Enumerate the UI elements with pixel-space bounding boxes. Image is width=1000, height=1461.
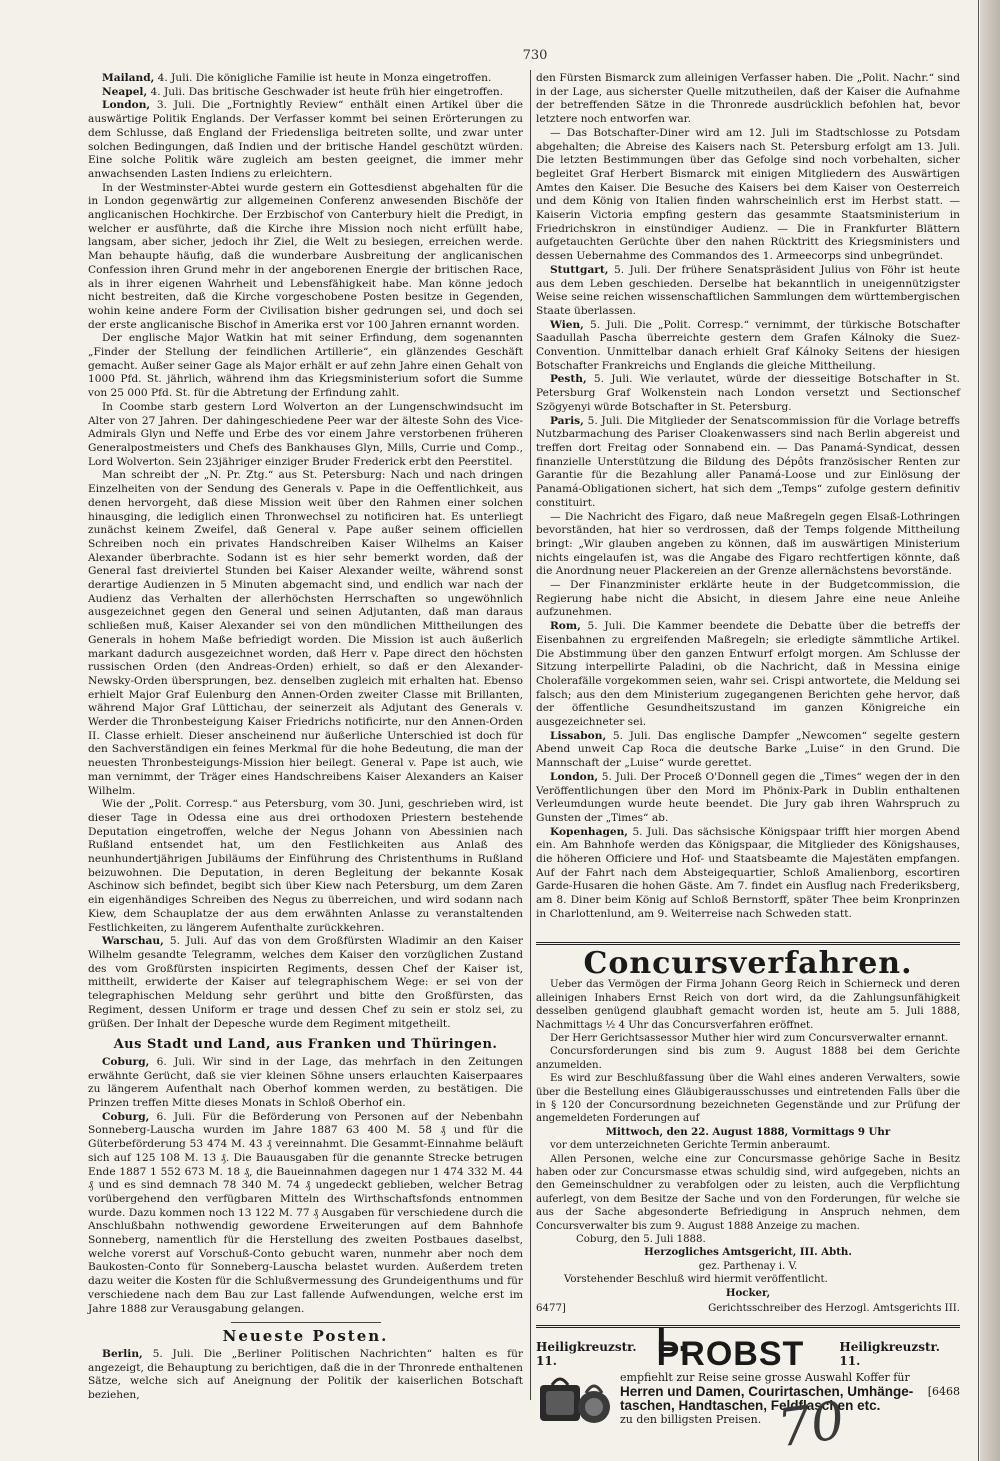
probst-advertisement (536, 1321, 960, 1434)
dateline-place: Neapel, (102, 85, 148, 98)
news-text: den Fürsten Bismarck zum alleinigen Verfasser haben. Die „Polit. Nachr.“ sind in der Lage, aus sicherster Quelle mitzutheilen, daß der Kaiser die Aufnahme der betreffenden Sätze in die Thronrede ausdrücklich befohlen hat, bevor letztere noch entworfen war. (536, 72, 960, 126)
page-edge (980, 0, 1000, 1461)
news-item (88, 1348, 523, 1403)
ad-line-2: Herren und Damen, Courirtaschen, Umhänge- (620, 1383, 914, 1399)
concurs-paragraph: Es wird zur Beschlußfassung über die Wahl eines anderen Verwalters, sowie über die Bestellung eines Gläubigerausschusses und eintretenden Falls über die in § 120 der Concursordnung bezeichneten Gegenstände und zur Prüfung der angemeldeten Forderungen auf (536, 1073, 960, 1125)
news-item (536, 730, 960, 771)
news-item (88, 1056, 523, 1111)
news-text: 5. Juli. Das englische Dampfer „Newcomen“ segelte gestern Abend unweit Cap Roca die deutsche Barke „Luise“ in den Grund. Die Mannschaft der „Luise“ wurde gerettet. (536, 729, 960, 770)
concurs-paragraph: Concursforderungen sind bis zum 9. August 1888 bei dem Gerichte anzumelden. (536, 1046, 960, 1071)
news-text: 4. Juli. Die königliche Familie ist heute in Monza eingetroffen. (154, 72, 492, 84)
news-item (88, 469, 523, 798)
concurs-paragraph: Ueber das Vermögen der Firma Johann Georg Reich in Schierneck und deren alleinigen Inhabers Ernst Reich von dort wird, da die Zahlungsunfähigkeit desselben genügend glaubhaft gemacht worden ist, heute am 5. Juli 1888, Nachmittags ½ 4 Uhr das Concursverfahren eröffnet. (536, 979, 960, 1031)
news-item (88, 72, 523, 86)
news-item (88, 401, 523, 470)
section-heading-latest: Neueste Posten. (222, 1327, 389, 1346)
ad-line-4: zu den billigsten Preisen. (620, 1412, 762, 1426)
news-text: 3. Juli. Die „Fortnightly Review“ enthält einen Artikel über die auswärtige Politik Englands. Der Verfasser kommt bei seinen Erörterungen zu dem Schlusse, daß England der Friedensliga beitreten sollte, und zwar unter solchen Bedingungen, daß Indien und der britische Handel geschützt würden. Eine solche Politik wäre zugleich am besten geeignet, die immer mehr anwachsenden Lasten Indiens zu erleichtern. (88, 99, 523, 180)
news-text: 5. Juli. Der frühere Senatspräsident Julius von Föhr ist heute aus dem Leben geschieden. Derselbe hat bekanntlich in uneigennützigster Weise seine reichen wissenschaftlichen Sammlungen dem württembergischen Staate überlassen. (536, 263, 960, 317)
concurs-clerk: Hocker, (725, 1286, 771, 1299)
ad-brand: L. PROBST (656, 1321, 805, 1374)
news-item (88, 332, 523, 401)
news-text: 5. Juli. Die Mitglieder der Senatscommission für die Vorlage betreffs Nutzbarmachung des Pariser Cloakenwassers sind nach Berlin abgereist und treffen dort Freitag oder Sonnabend ein. — Das Panamá-Syndicat, dessen finanzielle Unterstützung die Bildung des Dépôts französischer Renten zur Garantie für die Bezahlung aller Panamá-Loose und zur Einlösung der Panamá-Obligationen sichert, hat sich dem „Temps“ zufolge gestern definitiv constituirt. (536, 414, 960, 509)
news-item (536, 72, 960, 127)
dateline-place: Rom, (550, 620, 581, 633)
latest-news (88, 1348, 523, 1403)
section-divider (231, 1322, 381, 1323)
ad-address-left: Heiligkreuzstr. 11. (536, 1340, 637, 1369)
news-item (536, 826, 960, 922)
concurs-place-date: Coburg, den 5. Juli 1888. (576, 1234, 706, 1246)
news-text: 5. Juli. Die „Polit. Corresp.“ vernimmt, der türkische Botschafter Saadullah Pascha überreichte gestern dem Grafen Kálnoky die Suez-Convention. Unmittelbar danach erhielt Graf Kálnoky Seitens der hiesigen Botschafter Frankreichs und Englands die gleiche Mittheilung. (536, 318, 960, 372)
ad-line-1: empfiehlt zur Reise seine grosse Auswahl Koffer für (620, 1370, 910, 1384)
news-item (88, 798, 523, 935)
dateline-place: Kopenhagen, (550, 825, 628, 838)
page-edge-rule (978, 0, 979, 1461)
news-text: In Coombe starb gestern Lord Wolverton an der Lungenschwindsucht im Alter von 27 Jahren. Der dahingeschiedene Peer war der älteste Sohn des Vice-Admirals Glyn und Neffe und Erbe des vor einem Jahre verstorbenen früheren Generalpostmeisters und Chefs des Bankhauses Glyn, Mills, Currie und Comp., Lord Wolverton. Sein 23jähriger einziger Bruder Frederick erbt den Peerstitel. (88, 400, 523, 468)
ad-header (536, 1321, 960, 1374)
news-item (536, 373, 960, 414)
section-heading-local: Aus Stadt und Land, aus Franken und Thüringen. (113, 1037, 498, 1053)
news-item (88, 935, 523, 1031)
news-item (536, 415, 960, 511)
news-text: Wie der „Polit. Corresp.“ aus Petersburg, vom 30. Juni, geschrieben wird, ist dieser Tage in Odessa eine aus drei orthodoxen Priestern bestehende Deputation eingetroffen, welche der Negus Johann von Abessinien nach Rußland entsendet hat, um den Festlichkeiten aus Anlaß des neunhundertjährigen Jubiläums der Einführung des Christenthums in Rußland beizuwohnen. Die Deputation, in deren Begleitung der bekannte Kosak Aschinow sich befindet, begibt sich über Kiew nach Petersburg, um dem Zaren ein eigenhändiges Schreiben des Negus zu überreichen, und wird sodann nach Kiew, dem Schauplatze der aus dem erwähnten Anlasse zu veranstaltenden Festlichkeiten, zu längerem Aufenthalte zurückkehren. (88, 798, 523, 934)
concurs-paragraph: Allen Personen, welche eine zur Concursmasse gehörige Sache in Besitz haben oder zur Concursmasse etwas schuldig sind, wird aufgegeben, nichts an den Gemeinschuldner zu verabfolgen oder zu leisten, auch die Verpflichtung auferlegt, von dem Besitze der Sache und von den Forderungen, für welche sie aus der Sache abgesonderte Befriedigung in Anspruch nehmen, dem Concursverwalter bis zum 9. August 1888 Anzeige zu machen. (536, 1153, 960, 1232)
news-text: 6. Juli. Für die Beförderung von Personen auf der Nebenbahn Sonneberg-Lauscha wurden im Jahre 1887 63 400 M. 58 ₰ und für die Güterbeförderung 53 474 M. 43 ₰ vereinnahmt. Die Gesammt-Einnahme beläuft sich auf 125 108 M. 13 ₰. Die Bauausgaben für die genannte Strecke betrugen Ende 1887 1 552 673 M. 18 ₰, die Baueinnahmen dagegen nur 1 474 332 M. 44 ₰ und es sind demnach 78 340 M. 74 ₰ ungedeckt geblieben, welcher Betrag vorübergehend den verfügbaren Mitteln des Wirthschaftsfonds entnommen wurde. Dazu kommen noch 13 122 M. 77 ₰ Ausgaben für verschiedene durch die Anschlußbahn nothwendig gewordene Erweiterungen auf dem Bahnhofe Sonneberg, namentlich für die Herstellung des zweiten Postbaues daselbst, welche vorerst auf Vorschuß-Conto gebucht waren, nunmehr aber noch dem Baukosten-Conto für Sonneberg-Lauscha belastet wurden. Außerdem treten dazu weiter die Kosten für die Schlußvermessung des Grundeigenthums und für verschiedene nach dem Bau zur Last fallende Aufwendungen, welche erst im Jahre 1888 zur Verausgabung gelangen. (88, 1110, 523, 1315)
news-text: — Die Nachricht des Figaro, daß neue Maßregeln gegen Elsaß-Lothringen bevorständen, hat hier so verdrossen, daß der Temps folgende Mittheilung bringt: „Wir glauben angeben zu können, daß im auswärtigen Ministerium nichts eingelaufen ist, was die Angabe des Figaro rechtfertigen könnte, daß die Anordnung neuer Plackereien an der Grenze allernächstens bevorstände. (536, 510, 960, 578)
news-item (88, 99, 523, 181)
dateline-place: Pesth, (550, 373, 587, 386)
dateline-place: Stuttgart, (550, 263, 609, 276)
news-text: — Der Finanzminister erklärte heute in der Budgetcommission, die Regierung habe nicht die Absicht, in diesem Jahre eine neue Anleihe aufzunehmen. (536, 579, 960, 619)
news-item (88, 1111, 523, 1317)
news-item (536, 127, 960, 264)
concurs-title: Concursverfahren. (583, 945, 913, 981)
news-text: 6. Juli. Wir sind in der Lage, das mehrfach in den Zeitungen erwähnte Gerücht, daß sie vier kleinen Söhne unsers erlauchten Kaiserpaares zu längerem Aufenthalt nach Oberhof kommen werden, zu bestätigen. Die Prinzen treffen Mitte dieses Monats in Schloß Oberhof ein. (88, 1055, 523, 1110)
left-column (88, 72, 523, 1403)
concurs-court: Herzogliches Amtsgericht, III. Abth. (644, 1246, 852, 1259)
news-item (536, 319, 960, 374)
news-text: 5. Juli. Auf das von dem Großfürsten Wladimir an den Kaiser Wilhelm gesandte Telegramm, welches dem Kaiser den vorzüglichen Zustand des vom Großfürsten inspicirten Regiments, dessen Chef der Kaiser ist, mittheilt, erwiderte der Kaiser auf telegraphischem Wege: er sei von der telegraphischen Meldung sehr gerührt und bitte den Großfürsten, das Regiment, dessen Uniform er trage und dessen Chef zu sein er stolz sei, zu grüßen. Der Inhalt der Depesche wurde dem Regiment mitgetheilt. (88, 935, 523, 1030)
news-text: 5. Juli. Die „Berliner Politischen Nachrichten“ halten es für angezeigt, die Behauptung zu berichtigen, daß die in der Thronrede enthaltenen Sätze, welche sich auf Aneignung der Politik der kaiserlichen Botschaft beziehen, (88, 1347, 523, 1402)
ad-line-3: taschen, Handtaschen, Feldflaschen etc. (620, 1397, 881, 1413)
news-item (536, 264, 960, 319)
dateline-place: Mailand, (102, 72, 155, 84)
news-text: 5. Juli. Der Proceß O'Donnell gegen die „Times“ wegen der in den Veröffentlichungen über den Mord im Phönix-Park in Dublin enthaltenen Verleumdungen wurde heute beendet. Die Jury gab ihren Wahrspruch zu Gunsten der „Times“ ab. (536, 770, 960, 824)
news-item (536, 771, 960, 826)
right-column (536, 72, 960, 1434)
local-news (88, 1056, 523, 1316)
column-divider (530, 70, 531, 1400)
news-text: — Das Botschafter-Diner wird am 12. Juli im Stadtschlosse zu Potsdam abgehalten; die Abreise des Kaisers nach St. Petersburg erfolgt am 13. Juli. Die letzten Bestimmungen über das Gefolge sind noch vorbehalten, sicher begleitet Graf Herbert Bismarck mit einigen Mitgliedern des Auswärtigen Amtes den Kaiser. Die Besuche des Kaisers bei dem Kaiser von Oesterreich und dem König von Italien finden wahrscheinlich erst im Herbst statt. — Kaiserin Victoria empfing gestern das gesammte Staatsministerium in Friedrichskron in einstündiger Audienz. — Die in Frankfurter Blättern aufgetauchten Gerüchte über den nahen Rücktritt des Kriegsministers und dessen Uebernahme des Commandos des 1. Armeecorps sind unbegründet. (536, 126, 960, 263)
ad-ref: [6468 (927, 1384, 960, 1398)
concurs-footer (536, 1302, 960, 1315)
concurs-body (536, 978, 960, 1233)
news-item (536, 511, 960, 580)
dateline-place: Paris, (550, 414, 584, 427)
ad-body (536, 1371, 960, 1427)
concurs-paragraph: vor dem unterzeichneten Gerichte Termin anberaumt. (550, 1140, 831, 1152)
news-continued (536, 72, 960, 922)
dateline-place: Coburg, (102, 1110, 150, 1123)
luggage-illustration-icon (536, 1371, 614, 1427)
dateline-place: Berlin, (102, 1347, 143, 1360)
news-text: 4. Juli. Das britische Geschwader ist heute früh hier eingetroffen. (147, 85, 504, 98)
concurs-clerk-title: Gerichtsschreiber des Herzogl. Amtsgerichts III. (708, 1303, 960, 1315)
page-number: 730 (522, 48, 548, 63)
concurs-signed: gez. Parthenay i. V. (698, 1260, 798, 1272)
news-item (88, 182, 523, 333)
concurs-paragraph: Der Herr Gerichtsassessor Muther hier wird zum Concursverwalter ernannt. (550, 1032, 949, 1044)
dateline-place: Wien, (550, 318, 584, 331)
news-text: Man schreibt der „N. Pr. Ztg.“ aus St. Petersburg: Nach und nach dringen Einzelheiten von der Sendung des Generals v. Pape in die Oeffentlichkeit, aus denen hervorgeht, daß diese Mission weit über den Rahmen einer solchen hinausging, die lediglich einen Thronwechsel zu notificiren hat. Es unterliegt zunächst keinem Zweifel, daß General v. Pape außer seinem officiellen Schreiben noch ein privates Handschreiben Kaiser Wilhelms an Kaiser Alexander überbrachte. Sodann ist es hier sehr bemerkt worden, daß der General fast dreiviertel Stunden bei Kaiser Alexander weilte, während sonst derartige Audienzen in 5 Minuten abgemacht sind, und endlich war nach der Audienz das Verhalten der allerhöchsten Herrschaften so ungewöhnlich ausgezeichnet gegen den General und seinen Adjutanten, daß man daraus schließen muß, Kaiser Alexander sei von den mündlichen Mittheilungen des Generals in hohem Maße befriedigt worden. Die Mission ist auch äußerlich markant dadurch ausgezeichnet worden, daß Herr v. Pape direct den höchsten russischen Orden (den Andreas-Orden) erhielt, so daß er den Alexander-Newsky-Orden übersprungen, bez. denselben zugleich mit erhalten hat. Ebenso erhielt Major Graf Eulenburg den Annen-Orden zweiter Classe mit Brillanten, während Major Graf Lüttichau, der seinerzeit als Adjutant des Generals v. Werder die Thronbesteigung Kaiser Friedrichs notificirte, nur den Annen-Orden II. Classe erhielt. Dieser anscheinend nur äußerliche Unterschied ist doch für den Sachverständigen ein feines Merkmal für die hohe Bedeutung, die man der neuesten Thronbesteigungs-Mission hier beilegt. General v. Pape ist auch, wie man vernimmt, der Träger eines Handschreibens Kaiser Alexanders an Kaiser Wilhelm. (88, 469, 523, 797)
concurs-published: Vorstehender Beschluß wird hiermit veröffentlicht. (564, 1274, 828, 1286)
news-item (536, 579, 960, 620)
foreign-news (88, 72, 523, 1031)
news-item (536, 620, 960, 730)
dateline-place: Coburg, (102, 1055, 150, 1068)
news-text: In der Westminster-Abtei wurde gestern ein Gottesdienst abgehalten für die in London gegenwärtig zur allgemeinen Conferenz anwesenden Bischöfe der anglicanischen Hochkirche. Der Erzbischof von Canterbury hielt die Predigt, in welcher er ausführte, daß die Kirche ihre Mission noch nicht erfüllt habe, langsam, aber sicher, jedoch ihr Ziel, die Welt zu besiegen, erreichen werde. Man behaupte häufig, daß die wunderbare Ausbreitung der anglicanischen Confession ihren Grund mehr in der angeborenen Energie der britischen Race, als in ihrer eigenen Wahrheit und Lebensfähigkeit habe. Man könne jedoch nicht bestreiten, daß die Kirche vorgeschobene Posten besitze in Gegenden, wohin keine andere Form der Civilisation bisher gedrungen sei, und doch sei der erste anglicanische Bischof in Amerika erst vor 100 Jahren ernannt worden. (88, 181, 523, 331)
dateline-place: London, (102, 99, 151, 112)
news-text: Der englische Major Watkin hat mit seiner Erfindung, dem sogenannten „Finder der Stellung der feindlichen Artillerie“, ein glänzendes Geschäft gemacht. Außer seiner Gage als Major erhält er auf zehn Jahre einen Gehalt von 1000 Pfd. St. jährlich, während ihm das Kriegsministerium sofort die Summe von 25 000 Pfd. St. für die Abtretung der Erfindung zahlt. (88, 332, 523, 400)
concurs-paragraph: Mittwoch, den 22. August 1888, Vormittags 9 Uhr (605, 1125, 891, 1138)
news-item (88, 86, 523, 100)
news-text: 5. Juli. Wie verlautet, würde der diesseitige Botschafter in St. Petersburg Graf Wolkenstein nach London versetzt und Sectionschef Szögyenyi würde Botschafter in St. Petersburg. (536, 373, 960, 413)
concurs-notice (536, 942, 960, 1316)
ad-address-right: Heiligkreuzstr. 11. (839, 1340, 940, 1369)
dateline-place: London, (550, 770, 599, 783)
dateline-place: Lissabon, (550, 729, 607, 742)
handwritten-page-mark: 70 (774, 1390, 849, 1460)
dateline-place: Warschau, (102, 935, 164, 948)
news-text: 5. Juli. Die Kammer beendete die Debatte über die betreffs der Eisenbahnen zu ergreifenden Maßregeln; sie erledigte sämmtliche Artikel. Die Abstimmung über den ganzen Entwurf erfolgt morgen. Am Schlusse der Sitzung interpellirte Paladini, ob die Nachricht, daß in Messina einige Cholerafälle vorgekommen seien, wahr sei. Crispi antwortete, die Meldung sei falsch; aus den dem Ministerium zugegangenen Berichten gehe hervor, daß der öffentliche Gesundheitszustand im ganzen Königreiche ein ausgezeichneter sei. (536, 620, 960, 729)
news-text: 5. Juli. Das sächsische Königspaar trifft hier morgen Abend ein. Am Bahnhofe werden das Königspaar, die Mitglieder des Königshauses, die höheren Officiere und Hof- und Staatsbeamte die Majestäten empfangen. Auf der Fahrt nach dem Absteigequartier, Schloß Amalienborg, escortiren Garde-Husaren die hohen Gäste. Am 7. findet ein Ausflug nach Frederiksberg, am 8. Diner beim König auf Schloß Bernstorff, später Thee beim Kronprinzen in Charlottenlund, am 9. Weiterreise nach Schweden statt. (536, 825, 960, 920)
concurs-ref: 6477] (536, 1303, 566, 1315)
